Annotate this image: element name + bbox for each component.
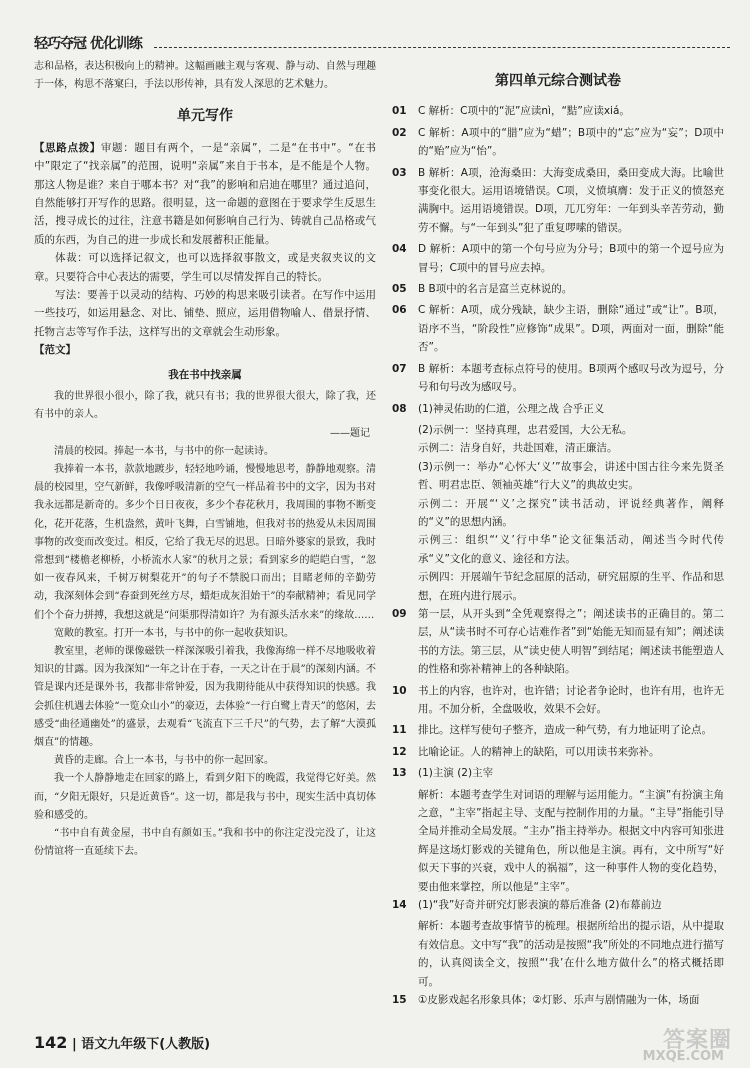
idea-text: 审题：题目有两个，一是“亲属”，二是“在书中”。“在书中”限定了“找亲属”的范围，说明“亲属”来自于书本，是不能是个人物。那这人物是谁？来自于哪本书？对“我”的影响和启迪在哪里？通过追问，自然能够打开写作的思路。很明显，这一命题的意图在于要求学生反思生活，搜寻成长的过往，注意书籍是如何影响自己行为、铸就自己品格或气质的东西，为自己的进一步成长和发展蓄积正能量。: [34, 141, 377, 246]
answer-item: [392, 605, 724, 679]
unit-test-title: 第四单元综合测试卷: [495, 73, 621, 89]
answer-number: 14: [392, 899, 407, 912]
page-number: 142: [34, 1033, 68, 1052]
answer-text: C 解析：A项中的“腊”应为“蜡”；B项中的“忘”应为“妄”；D项中的“贻”应为“怡”。: [418, 126, 724, 158]
answer-number: 05: [392, 283, 407, 296]
answer-number: 11: [392, 724, 407, 737]
brand-logo: 轻巧夺冠 优化训练: [34, 36, 142, 52]
essay-signature: ——题记: [330, 427, 370, 439]
answer-text: (1)主演 (2)主宰: [418, 767, 494, 780]
answer-text: C 解析：A项，成分残缺，缺少主语，删除“通过”或“让”。B项，语序不当，“阶段性”应修饰“成果”。D项，两面对一面，删除“能否”。: [418, 304, 724, 354]
answer-item: [392, 896, 724, 914]
essay-epigraph: 我的世界很小很小，除了我，就只有书；我的世界很大很大，除了我，还有书中的亲人。: [34, 391, 376, 421]
answer-text: D 解析：A项中的第一个句号应为分号；B项中的第一个逗号应为冒号；C项中的冒号应去掉。: [418, 243, 724, 274]
answer-text: 排比。这样写使句子整齐，造成一种气势，有力地证明了论点。: [418, 724, 712, 737]
essay-paragraph: 黄昏的走廊。合上一本书，与书中的你一起回家。: [54, 755, 274, 767]
answer-item: [392, 721, 724, 739]
answer-explanation: 解析：本题考查故事情节的梳理。根据所给出的提示语，从中提取有效信息。文中写“我”的活动是按照“我”所处的不同地点进行描写的，认真阅读全文，按照“‘我’在什么地方做什么”的格式概括即可。: [418, 920, 724, 988]
answer-text: B 解析：A项，沧海桑田：大海变成桑田，桑田变成大海。比喻世事变化很大。运用语境错误。C项，义愤填膺：发于正义的愤怒充满胸中。运用语境错误。D项，兀兀穷年：一年到头辛苦劳动，勤劳不懈。与“一年到头”犯了重复啰嗦的错误。: [418, 166, 724, 234]
method-text: 写法：要善于以灵动的结构、巧妙的构思来吸引读者。在写作中运用一些技巧，如运用悬念、对比、铺垫、照应，运用借物喻人、借景抒情、托物言志等写作手法，这样写出的文章就会生动形象。: [34, 289, 376, 338]
answer-number: 08: [392, 402, 407, 415]
answer-item: [392, 124, 724, 161]
answer-text: B 解析：本题考查标点符号的使用。B项两个感叹号改为逗号，分号和句号改为感叹号。: [418, 362, 724, 394]
right-column: [392, 58, 724, 1013]
watermark-url: MXQE.COM: [642, 1049, 724, 1064]
book-title: | 语文九年级下(人教版): [71, 1037, 211, 1052]
answer-text: C 解析：C项中的“泥”应读nì，“黠”应读xiá。: [418, 105, 630, 118]
intro-paragraph: 志和品格，表达积极向上的精神。这幅画融主观与客观、静与动、自然与理趣于一体，构思不落窠臼，手法以形传神，具有发人深思的艺术魅力。: [34, 61, 376, 91]
answer-item: [392, 164, 724, 238]
left-column: [34, 58, 376, 861]
answer-number: 12: [392, 745, 407, 758]
answer-number: 10: [392, 684, 407, 697]
section-title: 单元写作: [177, 108, 233, 125]
answer-item: [392, 743, 724, 761]
essay-paragraph: 宽敞的教室。打开一本书，与书中的你一起收获知识。: [54, 627, 294, 639]
answer-number: 06: [392, 304, 407, 317]
answer-explanation: 解析：本题考查学生对词语的理解与运用能力。“主演”有扮演主角之意，“主宰”指起主导、支配与控制作用的力量。“主导”指能引导全局并推动全局发展。“主办”指主持举办。根据文中内容可知张进辉是这场灯影戏的关键角色，所以他是主演。再有，文中所写“好似天下事的兴衰，戏中人的祸福”，这一种事件人物的变化趋势，要由他来掌控，所以他是“主宰”。: [418, 788, 724, 893]
answer-item: [392, 360, 724, 397]
answer-text: 比喻论证。人的精神上的缺陷，可以用读书来弥补。: [418, 745, 660, 758]
answer-number: 04: [392, 243, 407, 256]
answer-text: (1)神灵佑助的仁道，公理之战 合乎正义: [418, 402, 605, 415]
essay-paragraph: 清晨的校园。捧起一本书，与书中的你一起读诗。: [54, 445, 274, 457]
answer-item: [392, 400, 724, 418]
answer-item: [392, 764, 724, 782]
answer-number: 07: [392, 362, 407, 375]
watermark-logo: 答案圈: [662, 1028, 732, 1053]
idea-label: 【思路点拨】: [34, 141, 101, 154]
answer-subitem: 示例二：开展“‘义’之探究”读书活动，评说经典著作，阐释的“义”的思想内涵。: [418, 497, 724, 528]
answer-subitem: (2)示例一：坚持真理，忠君爱国，大公无私。: [418, 423, 633, 436]
page-footer: [34, 1033, 210, 1052]
answer-number: 15: [392, 994, 407, 1007]
answer-subitem: (3)示例一：举办“心怀大‘义’”故事会，讲述中国古往今来先贤圣哲、明君忠臣、领袖英雄“行大义”的典故史实。: [418, 460, 724, 492]
answer-subitem: 示例三：组织“‘义’行中华”论文征集活动，阐述当今时代传承“义”文化的意义、途径和方法。: [418, 534, 724, 565]
header-divider: [154, 47, 730, 48]
answer-item: [392, 301, 724, 356]
essay-paragraph: 教室里，老师的课像磁铁一样深深吸引着我，我像海绵一样不尽地吸收着知识的甘露。因为我深知“一年之计在于春，一天之计在于晨”的深刻内涵。不管是课内还是课外书，我都非常钟爱，因为我期待能从中获得知识的快感。我会抓住机遇去体验“一览众山小”的豪迈，去体验“一行白鹭上青天”的悠闲，去感受“曲径通幽处”的盛景，去观看“飞流直下三千尺”的气势，去了解“大漠孤烟直”的情趣。: [34, 645, 376, 748]
answer-item: [392, 240, 724, 277]
answer-number: 03: [392, 166, 407, 179]
essay-paragraph: “书中自有黄金屋，书中自有颜如玉。”我和书中的你注定没完没了，让这份情谊将一直延续下去。: [34, 827, 376, 858]
answer-number: 02: [392, 126, 407, 139]
answer-text: 书上的内容，也许对，也许错；讨论者争论时，也许有用，也许无用。不加分析，全盘吸收，效果不会好。: [418, 684, 724, 715]
answer-number: 13: [392, 767, 407, 780]
model-label: 【范文】: [34, 344, 76, 357]
answer-text: ①皮影戏起名形象具体；②灯影、乐声与剧情融为一体，场面: [418, 994, 700, 1007]
answer-text: 第一层，从开头到“全凭观察得之”；阐述读书的正确目的。第二层，从“读书时不可存心诘难作者”到“始能无知而显有知”；阐述读书的方法。第三层，从“读史使人明智”到结尾；阐述读书能塑造人的性格和弥补精神上的各种缺陷。: [418, 607, 724, 676]
essay-paragraph: 我一个人静静地走在回家的路上，看到夕阳下的晚霞，我觉得它好美。然而，“夕阳无限好，只是近黄昏”。这一切，都是我与书中，现实生活中真切体验和感受的。: [34, 773, 376, 821]
answer-item: [392, 280, 724, 298]
style-text: 体裁：可以选择记叙文，也可以选择叙事散文，或是夹叙夹议的文章。只要符合中心表达的需要，学生可以尽情发挥自己的特长。: [34, 252, 376, 283]
essay-paragraph: 我捧着一本书，款款地踱步，轻轻地吟诵，慢慢地思考，静静地观察。清晨的校园里，空气新鲜，我像呼吸清新的空气一样品着书中的文字，因为书对我永远都是新奇的。多少个日日夜夜，多少个春花秋月，我周围的事物不断变化，花开花落，生机盎然，黄叶飞舞，白雪铺地，但我对书的热爱从未因周围事物的改变而改变过。相反，它给了我无尽的迟思。日暗外婆家的景致，我时常想到“楼檐老柳桥，小桥流水人家”的秋月之景；看到家乡的皑皑白雪，“忽如一夜春风来，千树万树梨花开”的句子不禁脱口而出；目睹老师的辛勤劳动，我深刻体会到“春蚕到死丝方尽，蜡炬成灰泪始干”的奉献精神；看见同学们个个奋力拼搏，我想这就是“问渠那得清如许？为有源头活水来”的缘故……: [34, 463, 376, 621]
page-header: [34, 33, 730, 55]
answer-number: 09: [392, 607, 407, 620]
answer-item: [392, 102, 724, 120]
answer-number: 01: [392, 105, 407, 118]
answer-text: (1)“我”好奇并研究灯影表演的幕后准备 (2)布幕前边: [418, 899, 662, 912]
answer-text: B B项中的名言是富兰克林说的。: [418, 283, 573, 296]
answer-subitem: 示例四：开展端午节纪念屈原的活动，研究屈原的生平、作品和思想，在班内进行展示。: [418, 571, 724, 602]
answer-subitem: 示例二：洁身自好，共赴国难，清正廉洁。: [418, 442, 618, 455]
essay-title: 我在书中找亲属: [168, 368, 242, 381]
answer-item: [392, 991, 724, 1009]
answer-item: [392, 682, 724, 719]
